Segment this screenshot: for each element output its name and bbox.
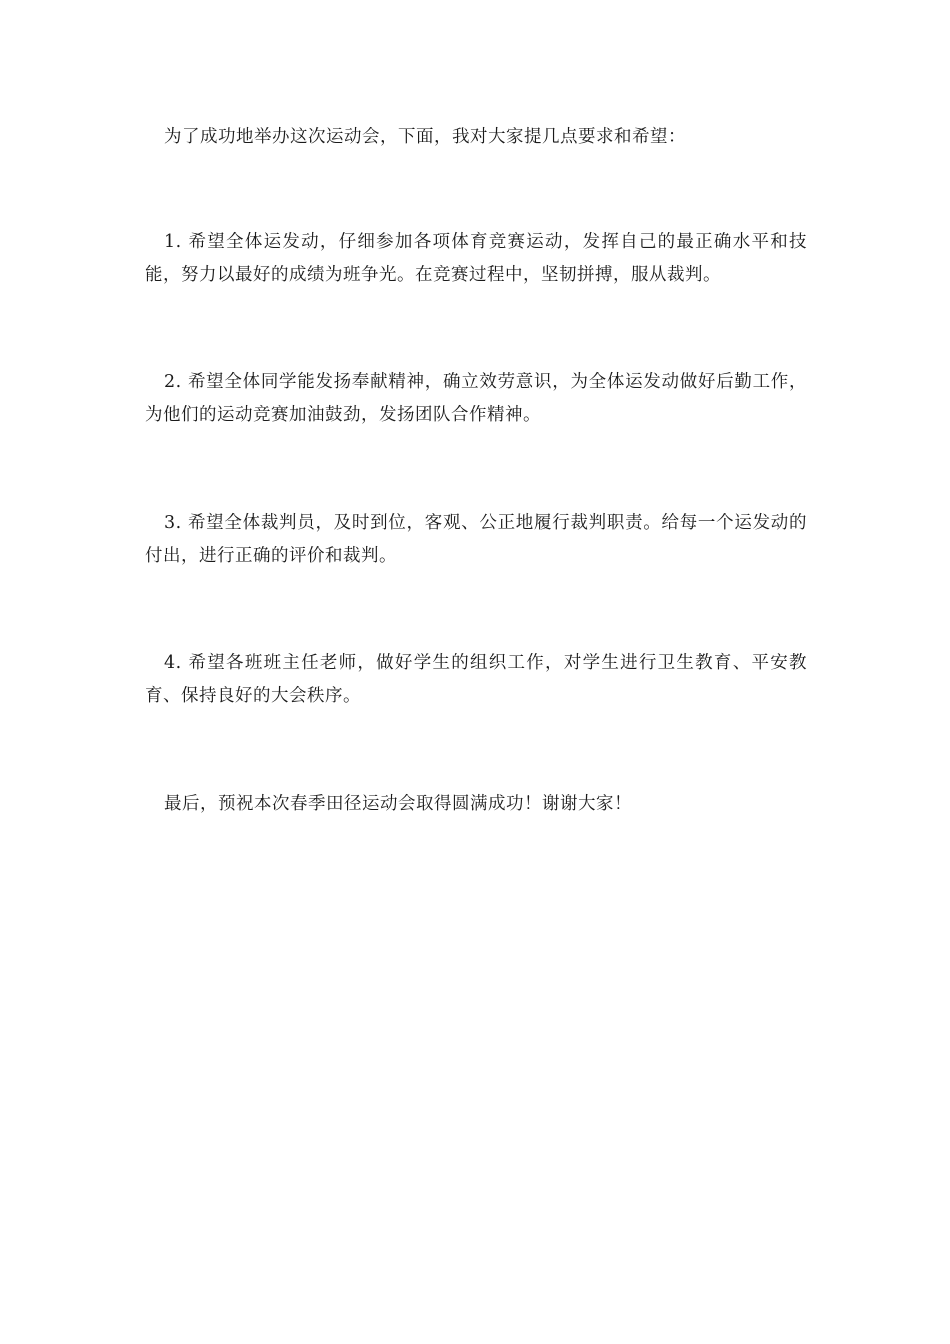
list-item-1: 1. 希望全体运发动，仔细参加各项体育竞赛运动，发挥自己的最正确水平和技能，努力以最好的成绩为班争光。在竞赛过程中，坚韧拼搏，服从裁判。 [145,232,807,285]
intro-paragraph: 为了成功地举办这次运动会，下面，我对大家提几点要求和希望： [164,127,686,147]
closing-paragraph: 最后，预祝本次春季田径运动会取得圆满成功！谢谢大家！ [164,794,632,814]
list-item-3: 3. 希望全体裁判员，及时到位，客观、公正地履行裁判职责。给每一个运发动的付出，进行正确的评价和裁判。 [145,513,807,566]
list-item-2: 2. 希望全体同学能发扬奉献精神，确立效劳意识，为全体运发动做好后勤工作，为他们的运动竞赛加油鼓劲，发扬团队合作精神。 [145,372,807,425]
list-item-4: 4. 希望各班班主任老师，做好学生的组织工作，对学生进行卫生教育、平安教育、保持良好的大会秩序。 [145,653,807,706]
